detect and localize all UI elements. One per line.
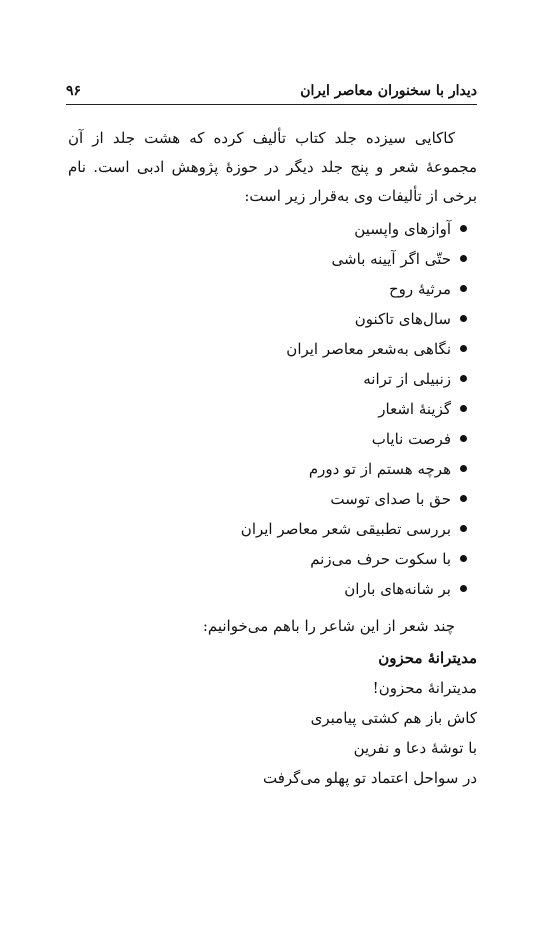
list-item xyxy=(68,304,467,334)
list-item xyxy=(68,214,467,244)
running-title: دیدار با سخنوران معاصر ایران xyxy=(300,83,477,99)
bullet-icon xyxy=(460,345,467,352)
work-title: آوازهای واپسین xyxy=(354,220,451,238)
page-number: ۹۶ xyxy=(66,83,82,99)
list-item xyxy=(68,574,467,604)
list-item xyxy=(68,364,467,394)
bullet-icon xyxy=(460,285,467,292)
work-title: بررسی تطبیقی شعر معاصر ایران xyxy=(240,520,451,538)
work-title: سال‌های تاکنون xyxy=(354,310,451,328)
poems-intro: چند شعر از این شاعر را باهم می‌خوانیم: xyxy=(202,617,455,635)
bullet-icon xyxy=(460,315,467,322)
bullet-icon xyxy=(460,495,467,502)
bullet-icon xyxy=(460,435,467,442)
list-item xyxy=(68,544,467,574)
list-item xyxy=(68,424,467,454)
work-title: بر شانه‌های باران xyxy=(344,580,451,598)
work-title: هرچه هستم از تو دورم xyxy=(308,460,451,478)
list-item xyxy=(68,454,467,484)
list-item xyxy=(68,394,467,424)
work-title: با سکوت حرف می‌زنم xyxy=(310,550,451,568)
work-title: حق با صدای توست xyxy=(330,490,451,508)
work-title: نگاهی به‌شعر معاصر ایران xyxy=(286,340,451,358)
work-title: فرصت نایاب xyxy=(371,430,451,448)
work-title: حتّی اگر آیینه باشی xyxy=(331,250,451,268)
list-item xyxy=(68,514,467,544)
bullet-icon xyxy=(460,465,467,472)
bullet-icon xyxy=(460,555,467,562)
list-item xyxy=(68,484,467,514)
page-header xyxy=(66,82,477,105)
bullet-icon xyxy=(460,585,467,592)
list-item xyxy=(68,274,467,304)
page-content xyxy=(68,124,477,793)
bullet-icon xyxy=(460,405,467,412)
poem-line: کاش باز هم کشتی پیامبری xyxy=(310,709,477,727)
poem-line: مدیترانهٔ محزون! xyxy=(372,679,477,697)
work-title: گزینهٔ اشعار xyxy=(378,400,451,418)
works-list xyxy=(68,214,477,604)
work-title: مرثیهٔ روح xyxy=(389,280,451,298)
bullet-icon xyxy=(460,255,467,262)
body-paragraph: کاکایی سیزده جلد کتاب تألیف کرده که هشت جلد از آن مجموعهٔ شعر و پنج جلد دیگر در حوزهٔ پژوهش ادبی است. نام برخی از تألیفات وی به‌قرار زیر است: xyxy=(68,129,477,205)
bullet-icon xyxy=(460,375,467,382)
poem-line: با توشهٔ دعا و نفرین xyxy=(353,739,477,757)
bullet-icon xyxy=(460,225,467,232)
work-title: زنبیلی از ترانه xyxy=(363,370,451,388)
poem-title: مدیترانهٔ محزون xyxy=(378,649,477,667)
list-item xyxy=(68,244,467,274)
bullet-icon xyxy=(460,525,467,532)
list-item xyxy=(68,334,467,364)
poem-line: در سواحل اعتماد تو پهلو می‌گرفت xyxy=(262,769,477,787)
